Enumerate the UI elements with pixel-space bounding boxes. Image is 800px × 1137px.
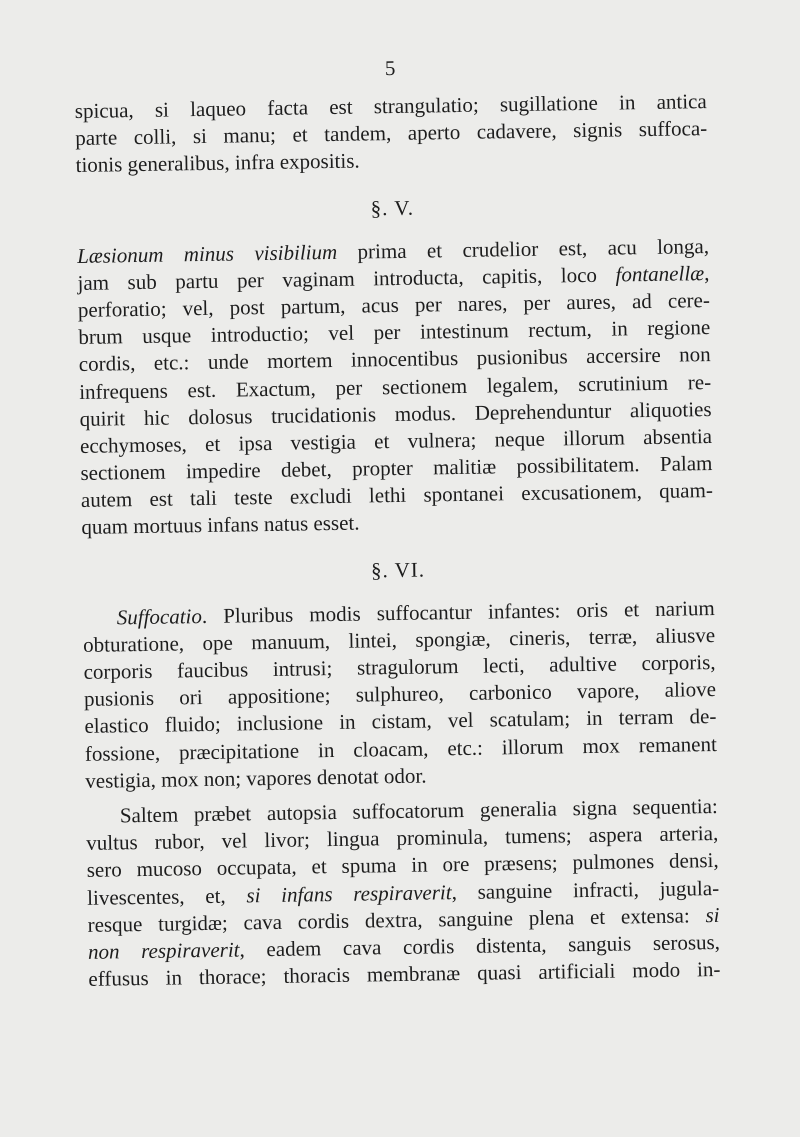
page-text-block (74, 50, 721, 993)
italic-text: non respiraverit (87, 937, 240, 964)
page-number: 5 (384, 55, 396, 81)
text-segment: , sanguine infracti, jugula- (451, 875, 720, 904)
section-vi-paragraph-1 (83, 595, 718, 795)
section-v-heading: §. V. (370, 195, 415, 220)
italic-text: si (705, 902, 720, 927)
text-segment: spicua, si laqueo facta est strangulatio; sugillatione in antica (74, 89, 707, 123)
text-segment: obturatione, ope manuum, lintei, spongiæ, cineris, terræ, aliusve (82, 622, 716, 657)
text-segment: sero mucoso occupata, et spuma in ore præsens; pulmones densi, (86, 848, 719, 883)
text-segment: brum usque introductio; vel per intestinum rectum, in regione (78, 315, 711, 350)
text-segment: , (703, 260, 710, 285)
text-segment: pusionis ori appositione; sulphureo, carbonico vapore, aliove (83, 677, 717, 712)
text-segment: autem est tali teste excludi lethi spontanei excusationem, quam- (80, 478, 714, 513)
text-segment: vultus rubor, vel livor; lingua prominula, tumens; aspera arteria, (86, 821, 719, 856)
text-segment: . Pluribus modis suffocantur infantes: oris et narium (201, 595, 715, 628)
text-segment: prima et crudelior est, acu longa, (336, 233, 710, 264)
text-segment: quam mortuus infans natus esset. (81, 511, 360, 540)
italic-text: si infans respiraverit (246, 879, 452, 907)
text-segment: livescentes, et, (86, 882, 247, 910)
text-segment: fossione, præcipitatione in cloacam, etc.: illorum mox remanent (84, 731, 718, 766)
text-segment: sectionem impedire debet, propter malitiæ possibilitatem. Palam (80, 451, 713, 486)
section-vi-paragraph-2 (86, 793, 721, 993)
text-segment: quirit hic dolosus trucidationis modus. Deprehenduntur aliquoties (79, 396, 712, 431)
text-segment: perforatio; vel, post partum, acus per nares, per aures, ad cere- (77, 287, 711, 322)
text-segment: , eadem cava cordis distenta, sanguis serosus, (239, 929, 721, 962)
text-segment: ecchymoses, et ipsa vestigia et vulnera; neque illorum absentia (79, 423, 713, 458)
italic-text: Læsionum minus visibilium (76, 239, 338, 268)
italic-text: Suffocatio (116, 603, 203, 630)
text-segment: infrequens est. Exactum, per sectionem legalem, scrutinium re- (79, 369, 712, 404)
text-segment: resque turgidæ; cava cordis dextra, sanguine plena et extensa: (87, 902, 706, 937)
section-vi-heading: §. VI. (370, 557, 426, 583)
section-v-paragraph (77, 233, 714, 542)
text-segment: effusus in thorace; thoracis membranæ quasi artificiali modo in- (88, 957, 721, 991)
italic-text: fontanellæ (615, 260, 705, 287)
text-segment: corporis faucibus intrusi; stragulorum lecti, adultive corporis, (83, 649, 716, 684)
text-segment: Saltem præbet autopsia suffocatorum generalia signa sequentia: (119, 793, 718, 828)
text-segment: tionis generalibus, infra expositis. (75, 148, 360, 178)
paragraph-continuation (75, 88, 708, 179)
text-segment: parte colli, si manu; et tandem, aperto cadavere, signis suffoca- (75, 116, 708, 151)
text-segment: elastico fluido; inclusione in cistam, vel scatulam; in terram de- (84, 704, 717, 739)
text-segment: vestigia, mox non; vapores denotat odor. (85, 763, 427, 793)
text-segment: cordis, etc.: unde mortem innocentibus pusionibus accersire non (78, 342, 711, 377)
text-segment: jam sub partu per vaginam introducta, capitis, loco (77, 262, 616, 295)
